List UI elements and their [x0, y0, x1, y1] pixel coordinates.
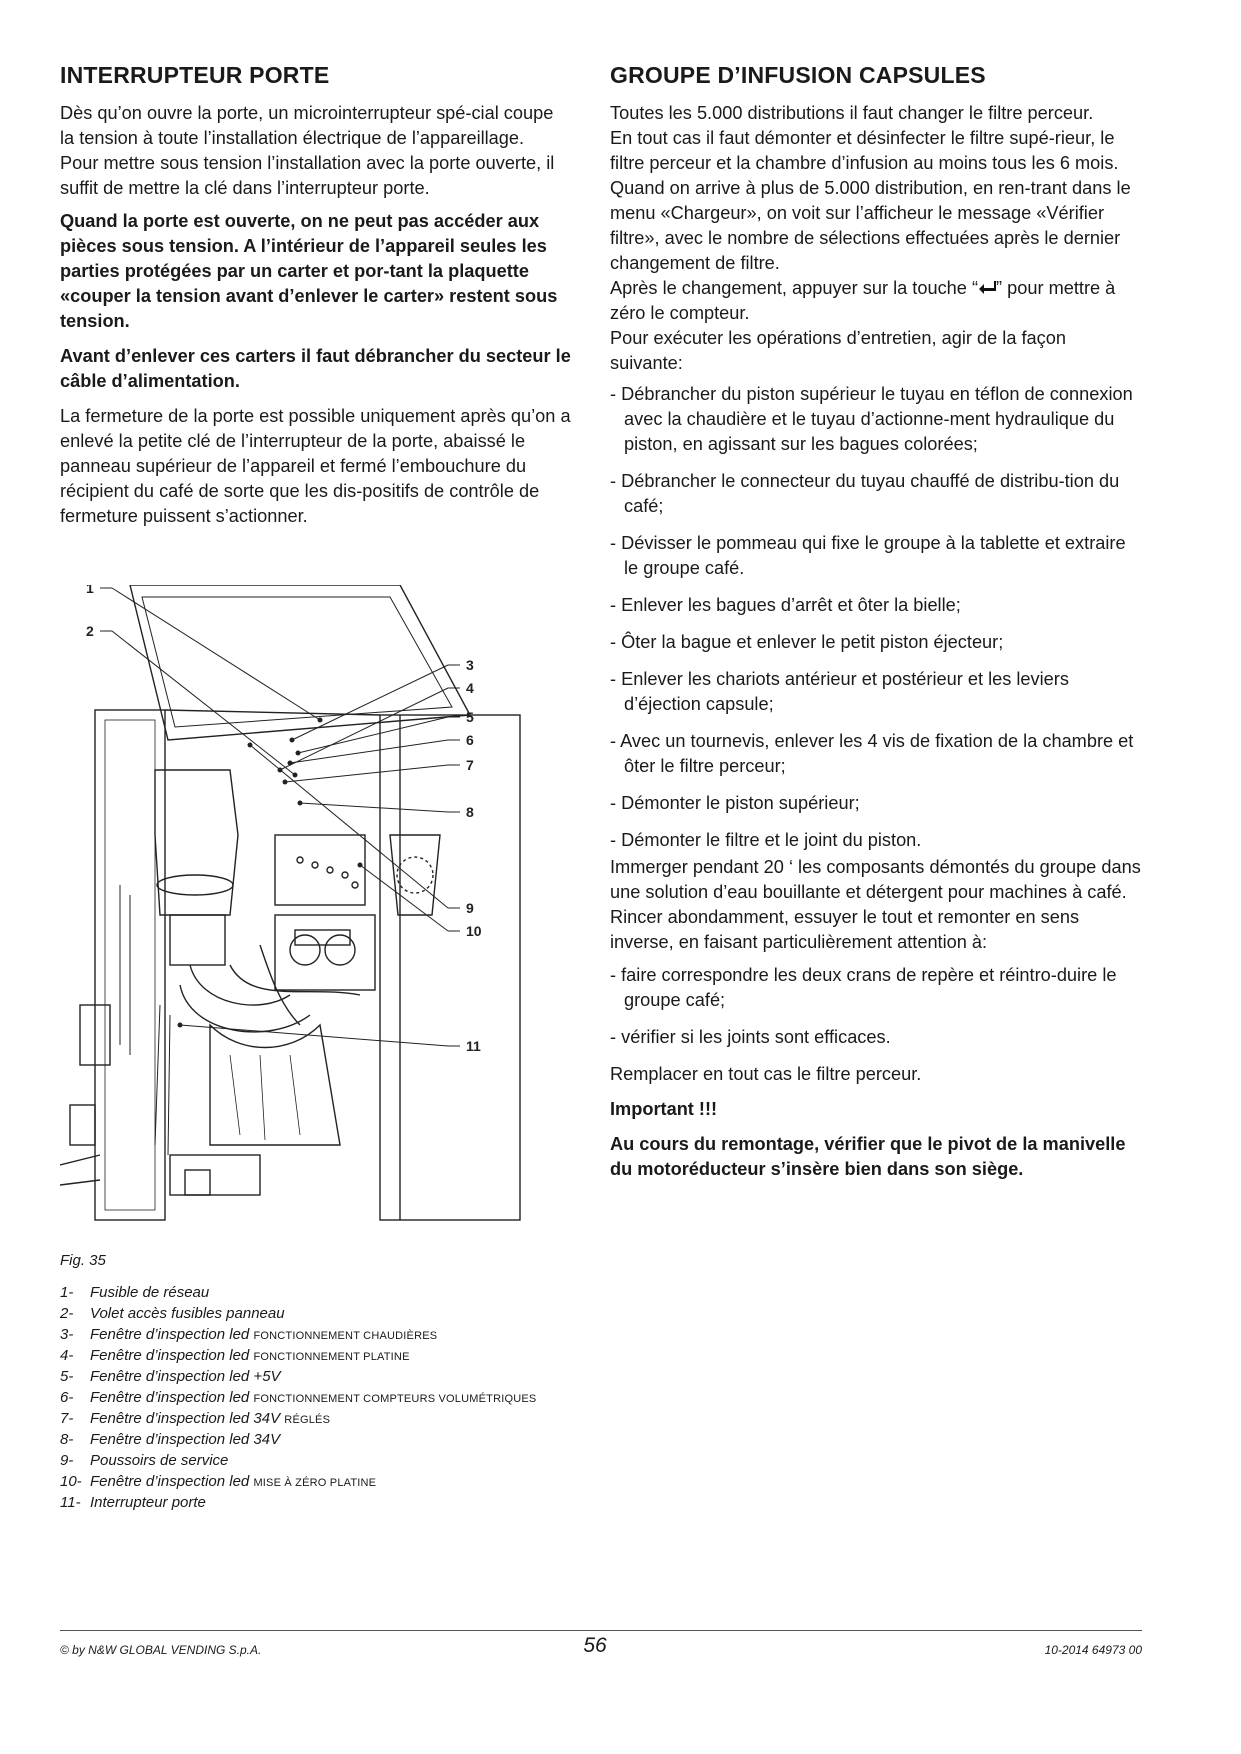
list-item: - faire correspondre les deux crans de repère et réintro-duire le groupe café; [610, 965, 1117, 1010]
paragraph: Rincer abondamment, essuyer le tout et remonter en sens inverse, en faisant particulièrement attention à: [610, 907, 1080, 952]
reassembly-checks [610, 963, 1142, 1050]
paragraph: Pour exécuter les opérations d’entretien, agir de la façon suivante: [610, 328, 1066, 373]
paragraph: Dès qu’on ouvre la porte, un microinterrupteur spé-cial coupe la tension à toute l’installation électrique de l’appareillage. [60, 103, 554, 148]
important-note: Au cours du remontage, vérifier que le pivot de la manivelle du motoréducteur s’insère bien dans son siège. [610, 1134, 1126, 1179]
figure-caption: Fig. 35 [60, 1252, 106, 1269]
footer-divider [60, 1630, 1142, 1631]
callout-7: 7 [466, 757, 474, 773]
callout-3: 3 [466, 657, 474, 673]
section-title-door-switch: INTERRUPTEUR PORTE [60, 62, 330, 88]
warning-paragraph: Avant d’enlever ces carters il faut débrancher du secteur le câble d’alimentation. [60, 346, 571, 391]
list-item: - Démonter le piston supérieur; [610, 793, 860, 813]
list-item: - vérifier si les joints sont efficaces. [610, 1027, 891, 1047]
callout-9: 9 [466, 900, 474, 916]
waste-bag [210, 1025, 340, 1145]
cup-tray [170, 1155, 260, 1195]
legend-item: 9- Poussoirs de service [60, 1452, 229, 1469]
callout-1: 1 [86, 585, 94, 596]
paragraph: Immerger pendant 20 ‘ les composants démontés du groupe dans une solution d’eau bouillante et détergent pour machines à café. [610, 857, 1141, 902]
paragraph: Remplacer en tout cas le filtre perceur. [610, 1064, 922, 1084]
paragraph: Pour mettre sous tension l’installation avec la porte ouverte, il suffit de mettre la clé dans l’interrupteur porte. [60, 153, 555, 198]
paragraph: En tout cas il faut démonter et désinfecter le filtre supé-rieur, le filtre perceur et la chambre d’infusion au moins tous les 6 mois. [610, 128, 1119, 173]
list-item: - Démonter le filtre et le joint du piston. [610, 830, 922, 850]
paragraph: Quand on arrive à plus de 5.000 distribution, en ren-trant dans le menu «Chargeur», on voit sur l’afficheur le message «Vérifier filtre», avec le nombre de sélections effectuées après le dernier changement de filtre. [610, 178, 1131, 273]
warning-paragraph: Quand la porte est ouverte, on ne peut pas accéder aux pièces sous tension. A l’intérieur de l’appareil seules les parties protégées par un carter et por-tant la plaquette «couper la tension avant d’enlever le carter» restent sous tension. [60, 211, 558, 331]
coffee-canister [155, 770, 238, 915]
side-frame [380, 715, 520, 1220]
copyright: © by N&W GLOBAL VENDING S.p.A. [60, 1643, 262, 1657]
callout-2: 2 [86, 623, 94, 639]
section-title-capsule-brew-group: GROUPE D’INFUSION CAPSULES [610, 62, 986, 88]
left-column [60, 62, 572, 537]
machine-interior-figure [60, 585, 572, 1245]
figure-legend [60, 1283, 600, 1514]
paragraph: La fermeture de la porte est possible uniquement après qu’on a enlevé la petite clé de l’interrupteur de la porte, abaissé le panneau supérieur de l’appareil et fermé l’embouchure du récipient du café de sorte que les dis-positifs de contrôle de fermeture puissent s’actionner. [60, 406, 571, 526]
control-board [275, 835, 365, 905]
list-item: - Ôter la bague et enlever le petit piston éjecteur; [610, 632, 1004, 652]
maintenance-steps [610, 382, 1142, 853]
list-item: - Enlever les chariots antérieur et postérieur et les leviers d’éjection capsule; [610, 669, 1069, 714]
legend-item: 11- Interrupteur porte [60, 1494, 206, 1511]
right-column [610, 62, 1142, 1190]
paragraph: Après le changement, appuyer sur la touche “ ” pour mettre à zéro le compteur. [610, 278, 1116, 323]
list-item: - Avec un tournevis, enlever les 4 vis de fixation de la chambre et ôter le filtre perceur; [610, 731, 1134, 776]
callout-4: 4 [466, 680, 474, 696]
machine-interior-drawing [60, 585, 572, 1245]
callout-8: 8 [466, 804, 474, 820]
list-item: - Débrancher le connecteur du tuyau chauffé de distribu-tion du café; [610, 471, 1120, 516]
legend-item: 4- Fenêtre d’inspection led FONCTIONNEMENT PLATINE [60, 1347, 410, 1364]
lid-panel [130, 585, 470, 740]
document-reference: 10-2014 64973 00 [1044, 1643, 1142, 1657]
legend-item: 8- Fenêtre d’inspection led 34V [60, 1431, 281, 1448]
list-item: - Enlever les bagues d’arrêt et ôter la bielle; [610, 595, 961, 615]
legend-item: 10- Fenêtre d’inspection led MISE À ZÉRO PLATINE [60, 1473, 377, 1490]
callout-11: 11 [466, 1038, 481, 1054]
paragraph: Toutes les 5.000 distributions il faut changer le filtre perceur. [610, 103, 1094, 123]
page-number: 56 [583, 1634, 607, 1657]
list-item: - Débrancher du piston supérieur le tuyau en téflon de connexion avec la chaudière et le tuyau d’actionne-ment hydraulique du piston, en agissant sur les bagues colorées; [610, 384, 1133, 454]
legend-item: 7- Fenêtre d’inspection led 34V RÉGLÉS [60, 1410, 331, 1427]
list-item: - Dévisser le pommeau qui fixe le groupe à la tablette et extraire le groupe café. [610, 533, 1126, 578]
callout-10: 10 [466, 923, 482, 939]
callout-5: 5 [466, 709, 474, 725]
callout-6: 6 [466, 732, 474, 748]
legend-item: 3- Fenêtre d’inspection led FONCTIONNEMENT CHAUDIÈRES [60, 1326, 438, 1343]
enter-key-icon [978, 280, 996, 296]
important-heading: Important !!! [610, 1099, 718, 1119]
legend-item: 5- Fenêtre d’inspection led +5V [60, 1368, 281, 1385]
legend-item: 1- Fusible de réseau [60, 1284, 210, 1301]
legend-item: 2- Volet accès fusibles panneau [60, 1305, 285, 1322]
legend-item: 6- Fenêtre d’inspection led FONCTIONNEMENT COMPTEURS VOLUMÉTRIQUES [60, 1389, 537, 1406]
